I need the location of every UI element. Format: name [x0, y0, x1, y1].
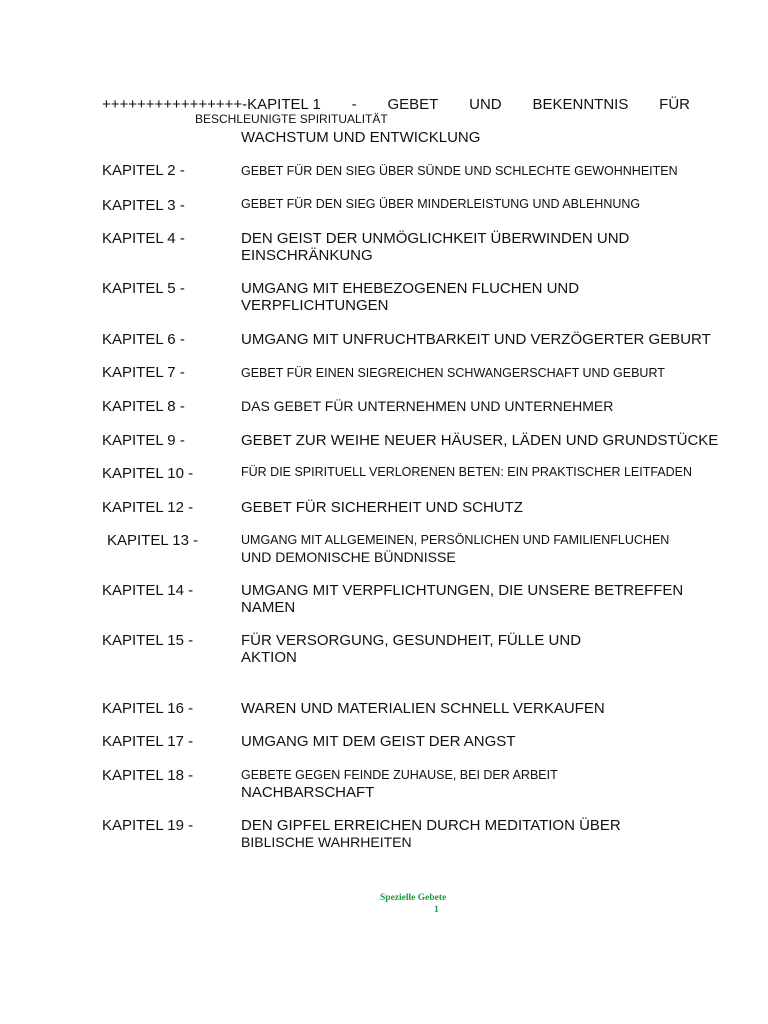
- chapter-title-continuation: NACHBARSCHAFT: [241, 784, 375, 801]
- chapter-1-label: ++++++++++++++++-KAPITEL 1: [102, 96, 321, 113]
- chapter-title: GEBET FÜR DEN SIEG ÜBER MINDERLEISTUNG UND ABLEHNUNG: [241, 197, 641, 211]
- chapter-label: KAPITEL 4 -: [102, 230, 185, 247]
- chapter-title: WAREN UND MATERIALIEN SCHNELL VERKAUFEN: [241, 700, 605, 717]
- chapter-label: KAPITEL 16 -: [102, 700, 194, 717]
- chapter-title-continuation: NAMEN: [241, 599, 296, 616]
- chapter-title: FÜR VERSORGUNG, GESUNDHEIT, FÜLLE UND: [241, 632, 582, 649]
- chapter-title: GEBET FÜR DEN SIEG ÜBER SÜNDE UND SCHLECHTE GEWOHNHEITEN: [241, 164, 678, 178]
- chapter-title-continuation: UND DEMONISCHE BÜNDNISSE: [241, 549, 456, 565]
- chapter-title: GEBET FÜR SICHERHEIT UND SCHUTZ: [241, 499, 523, 516]
- chapter-label: KAPITEL 18 -: [102, 767, 194, 784]
- chapter-title: UMGANG MIT VERPFLICHTUNGEN, DIE UNSERE BETREFFEN: [241, 582, 684, 599]
- chapter-title: GEBET FÜR EINEN SIEGREICHEN SCHWANGERSCHAFT UND GEBURT: [241, 366, 665, 380]
- chapter-title-block: [241, 532, 761, 566]
- chapter-label: KAPITEL 15 -: [102, 632, 194, 649]
- chapter-title-continuation: AKTION: [241, 649, 297, 666]
- chapter-label: KAPITEL 6 -: [102, 331, 185, 348]
- chapter-title: UMGANG MIT ALLGEMEINEN, PERSÖNLICHEN UND FAMILIENFLUCHEN: [241, 533, 670, 547]
- chapter-title: UMGANG MIT DEM GEIST DER ANGST: [241, 733, 516, 750]
- chapter-title: DEN GEIST DER UNMÖGLICHKEIT ÜBERWINDEN UND: [241, 230, 630, 247]
- chapter-title-block: [241, 230, 741, 264]
- chapter-label: KAPITEL 12 -: [102, 499, 194, 516]
- chapter-label: KAPITEL 2 -: [102, 162, 185, 179]
- chapter-label: KAPITEL 3 -: [102, 197, 185, 214]
- chapter-1-dash: -: [351, 96, 357, 113]
- chapter-title: UMGANG MIT UNFRUCHTBARKEIT UND VERZÖGERTER GEBURT: [241, 331, 711, 348]
- chapter-label: KAPITEL 13 -: [107, 532, 199, 549]
- chapter-label: KAPITEL 5 -: [102, 280, 185, 297]
- chapter-title: UMGANG MIT EHEBEZOGENEN FLUCHEN UND: [241, 280, 580, 297]
- chapter-1-heading-line: [102, 96, 690, 113]
- chapter-label: KAPITEL 19 -: [102, 817, 194, 834]
- chapter-title: DAS GEBET FÜR UNTERNEHMEN UND UNTERNEHMER: [241, 398, 614, 414]
- chapter-title-block: [241, 767, 741, 801]
- chapter-label: KAPITEL 14 -: [102, 582, 194, 599]
- chapter-1-word-4: FÜR: [659, 96, 690, 113]
- chapter-1-subline: BESCHLEUNIGTE SPIRITUALITÄT: [195, 112, 388, 126]
- chapter-title-block: [241, 632, 741, 666]
- chapter-1-title-continuation: WACHSTUM UND ENTWICKLUNG: [241, 129, 481, 146]
- chapter-title-continuation: EINSCHRÄNKUNG: [241, 247, 373, 264]
- chapter-title-block: [241, 582, 741, 616]
- page-number: 1: [434, 905, 439, 915]
- chapter-title-continuation: VERPFLICHTUNGEN: [241, 297, 389, 314]
- footer-title: Spezielle Gebete: [380, 893, 447, 903]
- chapter-title: GEBET ZUR WEIHE NEUER HÄUSER, LÄDEN UND GRUNDSTÜCKE: [241, 432, 719, 449]
- chapter-title: GEBETE GEGEN FEINDE ZUHAUSE, BEI DER ARBEIT: [241, 768, 558, 782]
- chapter-label: KAPITEL 9 -: [102, 432, 185, 449]
- chapter-label: KAPITEL 10 -: [102, 465, 194, 482]
- chapter-label: KAPITEL 8 -: [102, 398, 185, 415]
- chapter-1-word-2: UND: [469, 96, 502, 113]
- chapter-title-block: [241, 280, 741, 314]
- chapter-label: KAPITEL 17 -: [102, 733, 194, 750]
- chapter-1-word-3: BEKENNTNIS: [532, 96, 629, 113]
- chapter-title: FÜR DIE SPIRITUELL VERLORENEN BETEN: EIN PRAKTISCHER LEITFADEN: [241, 465, 693, 479]
- chapter-title-block: [241, 817, 741, 851]
- chapter-label: KAPITEL 7 -: [102, 364, 185, 381]
- chapter-title-continuation: BIBLISCHE WAHRHEITEN: [241, 834, 412, 850]
- chapter-title: DEN GIPFEL ERREICHEN DURCH MEDITATION ÜBER: [241, 817, 621, 834]
- chapter-1-word-1: GEBET: [387, 96, 439, 113]
